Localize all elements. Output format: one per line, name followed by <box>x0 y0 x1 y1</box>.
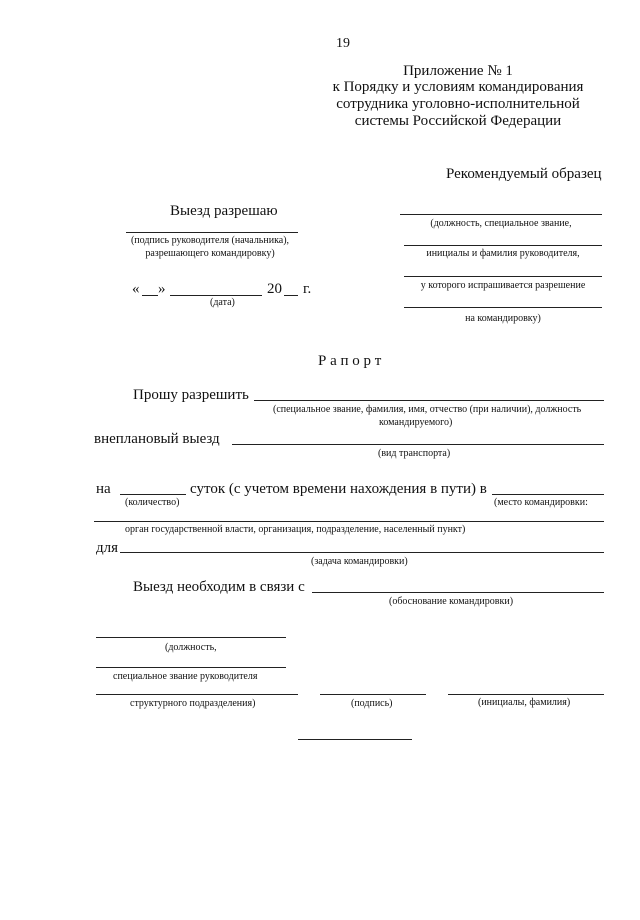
for-label: для <box>96 540 119 556</box>
request-caption-2: командируемого) <box>379 417 453 428</box>
approver-signature-line <box>126 232 298 233</box>
recommended-sample: Рекомендуемый образец <box>446 166 602 182</box>
date-year-line <box>284 295 298 296</box>
place-line <box>492 494 604 495</box>
reason-line <box>312 592 604 593</box>
organization-caption: орган государственной власти, организация, подразделение, населенный пункт) <box>125 524 466 535</box>
days-label: суток (с учетом времени нахождения в пути) в <box>190 481 487 497</box>
report-title: Р а п о р т <box>318 353 382 369</box>
approver-signature-caption-2: разрешающего командировку) <box>145 248 275 259</box>
addressee-caption-4: на командировку) <box>465 313 541 324</box>
unit-line <box>96 694 298 695</box>
addressee-caption-2: инициалы и фамилия руководителя, <box>426 248 580 259</box>
quantity-caption: (количество) <box>125 497 180 508</box>
addressee-line-4 <box>404 307 602 308</box>
date-caption: (дата) <box>210 297 235 308</box>
addressee-line-2 <box>404 245 602 246</box>
date-quote-close: » <box>158 281 166 297</box>
addressee-line-1 <box>400 214 602 215</box>
sign-line <box>320 694 426 695</box>
place-caption: (место командировки: <box>494 497 588 508</box>
addressee-line-3 <box>404 276 602 277</box>
transport-caption: (вид транспорта) <box>378 448 451 459</box>
position-caption: (должность, <box>165 642 217 653</box>
page-number: 19 <box>336 36 350 51</box>
reason-caption: (обоснование командировки) <box>389 596 514 607</box>
need-label: Выезд необходим в связи с <box>133 579 305 595</box>
sign-caption: (подпись) <box>351 698 393 709</box>
rank-line <box>96 667 286 668</box>
request-label: Прошу разрешить <box>133 387 249 403</box>
addressee-caption-3: у которого испрашивается разрешение <box>420 280 586 291</box>
date-month-line <box>170 295 262 296</box>
task-caption: (задача командировки) <box>311 556 408 567</box>
closing-separator-line <box>298 739 412 740</box>
task-line <box>120 552 604 553</box>
quantity-line <box>120 494 186 495</box>
addressee-caption-1: (должность, специальное звание, <box>430 218 572 229</box>
rank-caption: специальное звание руководителя <box>113 671 258 682</box>
approve-heading: Выезд разрешаю <box>170 203 278 219</box>
request-caption-1: (специальное звание, фамилия, имя, отчество (при наличии), должность <box>273 404 582 415</box>
request-line <box>254 400 604 401</box>
transport-line <box>232 444 604 445</box>
name-line <box>448 694 604 695</box>
date-year-prefix: 20 <box>267 281 282 297</box>
trip-label: внеплановый выезд <box>94 431 220 447</box>
appendix-line-3: системы Российской Федерации <box>354 113 562 129</box>
approver-signature-caption-1: (подпись руководителя (начальника), <box>130 235 290 246</box>
position-line <box>96 637 286 638</box>
date-quote-open: « <box>132 281 140 297</box>
name-caption: (инициалы, фамилия) <box>478 697 571 708</box>
date-day-line <box>142 295 158 296</box>
organization-line <box>94 521 604 522</box>
unit-caption: структурного подразделения) <box>130 698 256 709</box>
appendix-line-1: к Порядку и условиям командирования <box>332 79 584 95</box>
date-year-suffix: г. <box>303 281 312 297</box>
on-label: на <box>96 481 111 497</box>
appendix-title: Приложение № 1 <box>403 63 513 79</box>
appendix-line-2: сотрудника уголовно-исполнительной <box>336 96 580 112</box>
